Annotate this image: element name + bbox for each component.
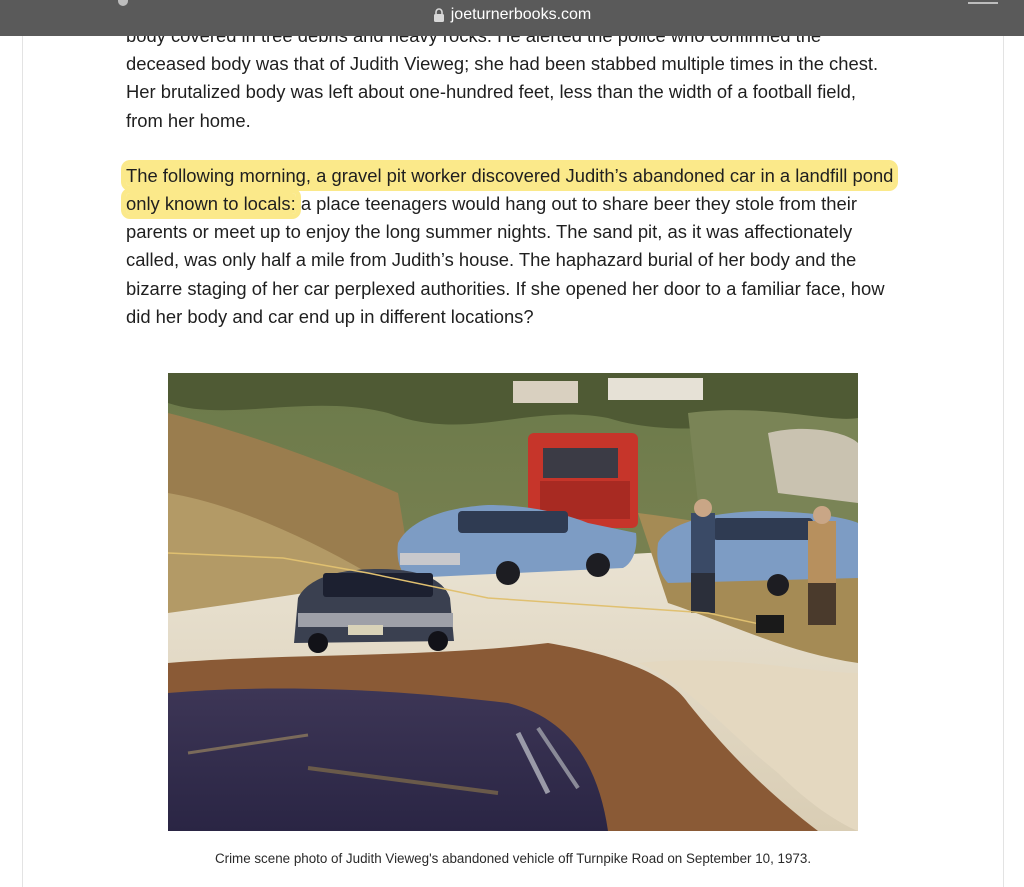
lock-icon bbox=[433, 8, 445, 22]
url-text: joeturnerbooks.com bbox=[450, 6, 592, 23]
article-page bbox=[22, 0, 1004, 887]
crime-scene-photo bbox=[168, 373, 858, 831]
article-body bbox=[126, 22, 906, 331]
photo-caption: Crime scene photo of Judith Vieweg's abandoned vehicle off Turnpike Road on September 10, 1973. bbox=[214, 851, 812, 866]
paragraph-1 bbox=[126, 22, 906, 135]
tab-indicator bbox=[118, 0, 128, 6]
paragraph-1-line-3: Her brutalized body was left about one-hundred feet, less than the width of a football field, bbox=[126, 81, 856, 103]
paragraph-1-line-4: from her home. bbox=[126, 109, 251, 131]
paragraph-2-text: a place teenagers would hang out to share beer they stole from their parents or meet up to enjoy the long summer nights. The sand pit, as it was affectionately called, was only half a mile from Judith’s house. The haphazard burial of her body and the bizarre staging of her car perplexed authorities. If she opened her door to a familiar face, how did her body and car end up in different locations? bbox=[126, 193, 885, 327]
paragraph-2 bbox=[126, 162, 906, 331]
menu-icon[interactable] bbox=[968, 0, 998, 4]
highlighted-text: The following morning, a gravel pit worker discovered Judith’s abandoned car in a landfill pond only known to locals: bbox=[126, 164, 894, 215]
paragraph-1-line-2: deceased body was that of Judith Vieweg; she had been stabbed multiple times in the chest. bbox=[126, 53, 879, 75]
browser-address-bar[interactable] bbox=[0, 0, 1024, 36]
url-display[interactable] bbox=[433, 6, 592, 24]
